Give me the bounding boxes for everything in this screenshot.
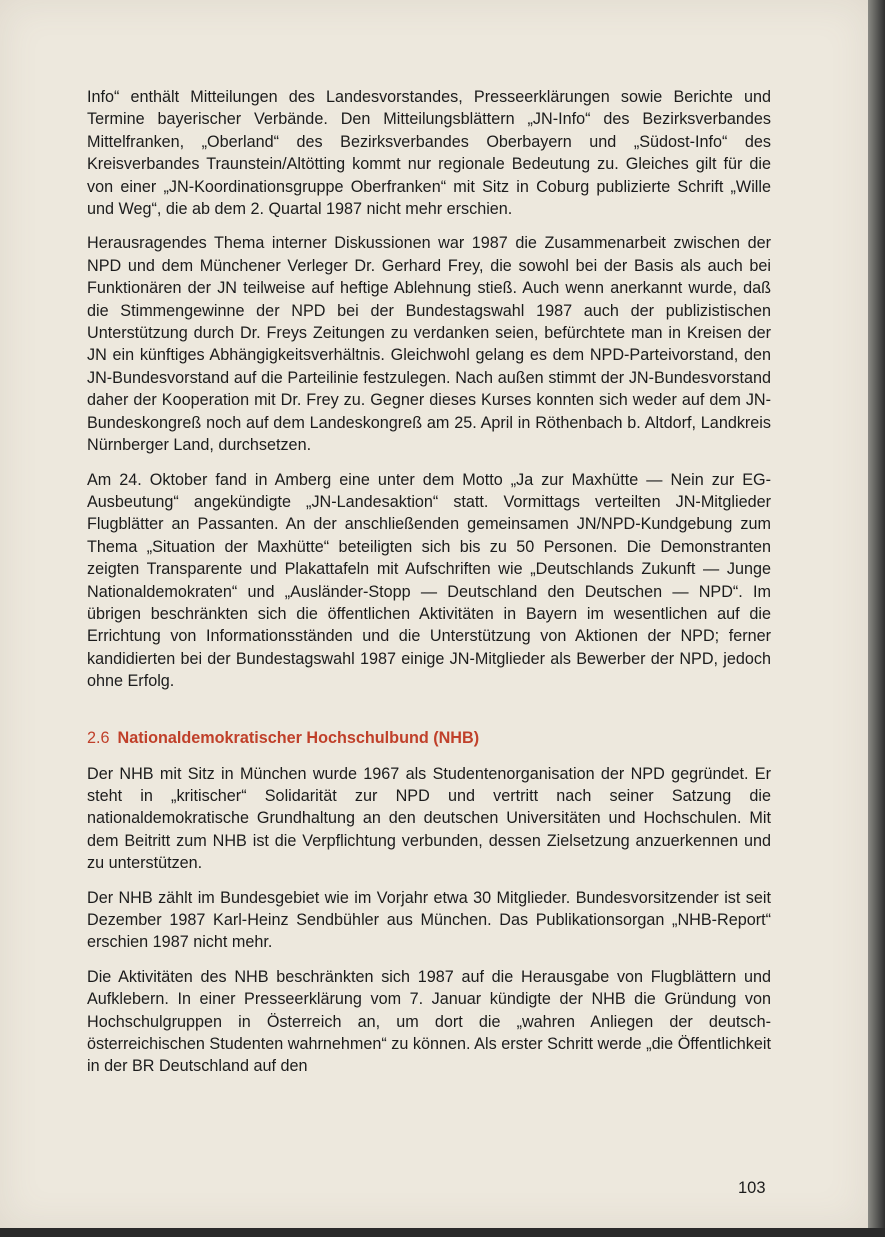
scan-edge-bottom [0, 1228, 885, 1237]
paragraph: Die Aktivitäten des NHB beschränkten sich 1987 auf die Herausgabe von Flugblättern und Aufklebern. In einer Presseerklärung vom 7. Januar kündigte der NHB die Gründung von Hochschulgruppen in Österreich an, um dort die „wahren Anliegen der deutsch-österreichischen Studenten wahrnehmen“ zu können. Als erster Schritt werde „die Öffentlichkeit in der BR Deutschland auf den [87, 967, 771, 1076]
section-number: 2.6 [87, 728, 110, 747]
paragraph: Der NHB mit Sitz in München wurde 1967 als Studentenorganisation der NPD gegründet. Er steht in „kritischer“ Solidarität zur NPD und vertritt nach seiner Satzung die nationaldemokratische Grundhaltung an den deutschen Universitäten und Hochschulen. Mit dem Beitritt zum NHB ist die Verpflichtung verbunden, dessen Zielsetzung anzuerkennen und zu unterstützen. [87, 764, 771, 873]
scan-edge-right [868, 0, 885, 1237]
paragraph: Herausragendes Thema interner Diskussionen war 1987 die Zusammenarbeit zwischen der NPD und dem Münchener Verleger Dr. Gerhard Frey, die sowohl bei der Basis als auch bei Funktionären der JN teilweise auf heftige Ablehnung stieß. Auch wenn anerkannt wurde, daß die Stimmengewinne der NPD bei der Bundestagswahl 1987 auch der publizistischen Unterstützung durch Dr. Freys Zeitungen zu verdanken seien, befürchtete man in Kreisen der JN ein künftiges Abhängigkeitsverhältnis. Gleichwohl gelang es dem NPD-Parteivorstand, den JN-Bundesvorstand auf die Parteilinie festzulegen. Nach außen stimmt der JN-Bundesvorstand daher der Kooperation mit Dr. Frey zu. Gegner dieses Kurses konnten sich weder auf dem JN-Bundeskongreß noch auf dem Landeskongreß am 25. April in Röthenbach b. Altdorf, Landkreis Nürnberger Land, durchsetzen. [87, 234, 771, 455]
page-body [87, 86, 771, 1090]
paragraph: Info“ enthält Mitteilungen des Landesvorstandes, Presseerklärungen sowie Berichte und Termine bayerischer Verbände. Den Mitteilungsblättern „JN-Info“ des Bezirksverbandes Mittelfranken, „Oberland“ des Bezirksverbandes Oberbayern und „Südost-Info“ des Kreisverbandes Traunstein/Altötting kommt nur regionale Bedeutung zu. Gleiches gilt für die von einer „JN-Koordinationsgruppe Oberfranken“ mit Sitz in Coburg publizierte Schrift „Wille und Weg“, die ab dem 2. Quartal 1987 nicht mehr erschien. [87, 88, 771, 219]
section-title: Nationaldemokratischer Hochschulbund (NHB) [117, 728, 480, 747]
paragraph: Am 24. Oktober fand in Amberg eine unter dem Motto „Ja zur Maxhütte — Nein zur EG-Ausbeutung“ angekündigte „JN-Landesaktion“ statt. Vormittags verteilten JN-Mitglieder Flugblätter an Passanten. An der anschließenden gemeinsamen JN/NPD-Kundgebung zum Thema „Situation der Maxhütte“ beteiligten sich bis zu 50 Personen. Die Demonstranten zeigten Transparente und Plakattafeln mit Aufschriften wie „Deutschlands Zukunft — Junge Nationaldemokraten“ und „Ausländer-Stopp — Deutschland den Deutschen — NPD“. Im übrigen beschränkten sich die öffentlichen Aktivitäten in Bayern im wesentlichen auf die Errichtung von Informationsständen und die Unterstützung von Aktionen der NPD; ferner kandidierten bei der Bundestagswahl 1987 einige JN-Mitglieder als Bewerber der NPD, jedoch ohne Erfolg. [87, 470, 771, 691]
page-number: 103 [738, 1179, 766, 1197]
section-heading [87, 727, 771, 749]
paragraph: Der NHB zählt im Bundesgebiet wie im Vorjahr etwa 30 Mitglieder. Bundesvorsitzender ist seit Dezember 1987 Karl-Heinz Sendbühler aus München. Das Publikationsorgan „NHB-Report“ erschien 1987 nicht mehr. [87, 888, 771, 952]
